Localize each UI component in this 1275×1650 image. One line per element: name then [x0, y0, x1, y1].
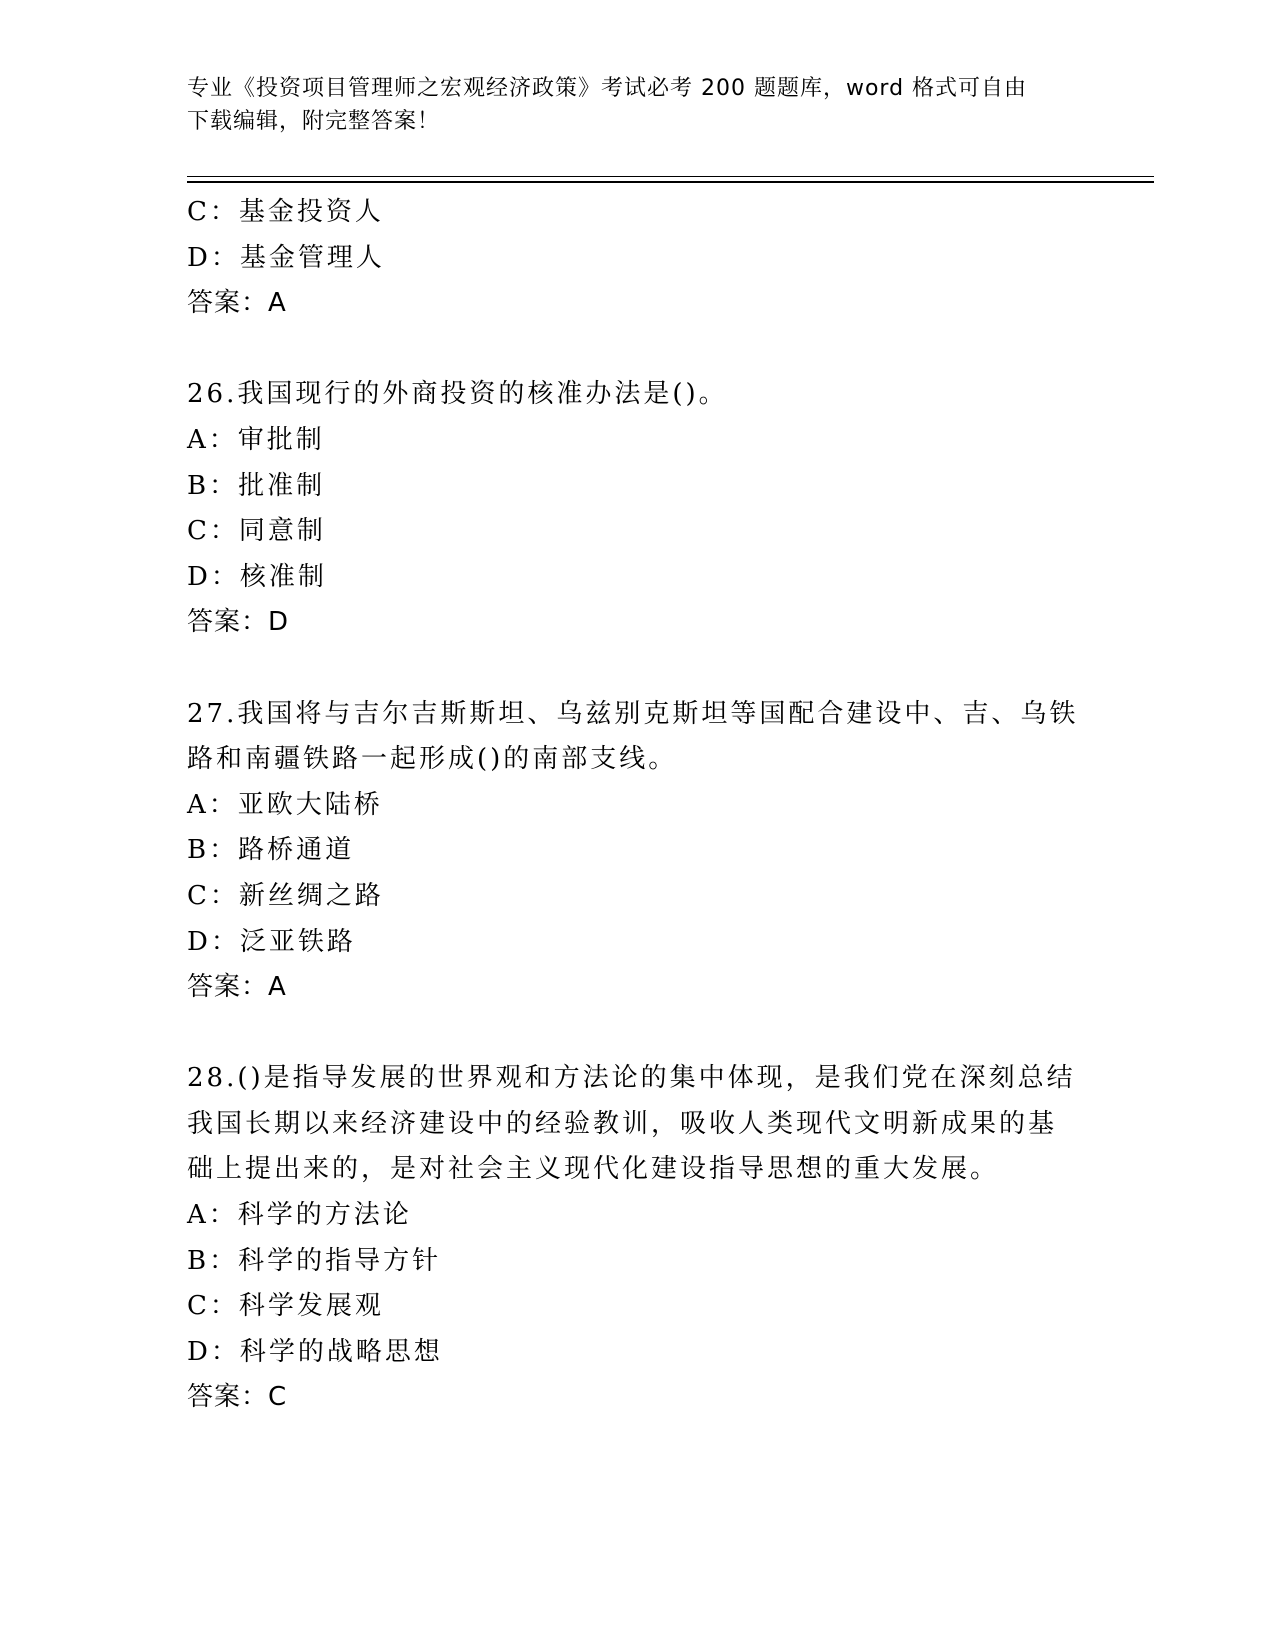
spacer [187, 1011, 1087, 1057]
option-b: B：科学的指导方针 [187, 1245, 442, 1276]
option-c: C：同意制 [187, 516, 326, 547]
question-text: 础上提出来的，是对社会主义现代化建设指导思想的重大发展。 [187, 1154, 1000, 1185]
option-a: A：亚欧大陆桥 [187, 789, 383, 820]
header-divider-thick [187, 181, 1154, 183]
option-c: C：科学发展观 [187, 1291, 384, 1322]
question-text: 27.我国将与吉尔吉斯斯坦、乌兹别克斯坦等国配合建设中、吉、乌铁 [187, 698, 1079, 729]
document-header [187, 72, 1087, 138]
spacer [187, 327, 1087, 373]
option-b: B：路桥通道 [187, 835, 355, 866]
question-text: 路和南疆铁路一起形成()的南部支线。 [187, 744, 678, 775]
question-26 [187, 372, 1087, 646]
question-27 [187, 692, 1087, 1011]
question-text: 28.()是指导发展的世界观和方法论的集中体现，是我们党在深刻总结 [187, 1063, 1076, 1094]
spacer [187, 646, 1087, 692]
option-c: C：新丝绸之路 [187, 880, 384, 911]
question-text: 我国长期以来经济建设中的经验教训，吸收人类现代文明新成果的基 [187, 1108, 1058, 1139]
option-a: A：科学的方法论 [187, 1200, 412, 1231]
question-list [187, 190, 1087, 1421]
option-d: D：泛亚铁路 [187, 926, 356, 957]
answer-line: 答案：A [187, 972, 287, 1003]
option-a: A：审批制 [187, 424, 325, 455]
header-title-line-1: 专业《投资项目管理师之宏观经济政策》考试必考 200 题题库，word 格式可自由 [187, 76, 1028, 101]
question-text: 26.我国现行的外商投资的核准办法是()。 [187, 379, 728, 410]
answer-line: 答案：C [187, 1382, 288, 1413]
option-c: C：基金投资人 [187, 197, 384, 227]
question-28 [187, 1056, 1087, 1421]
option-d: D：基金管理人 [187, 242, 385, 273]
option-b: B：批准制 [187, 470, 326, 501]
header-divider-thin [187, 176, 1154, 177]
answer-line: 答案：D [187, 607, 290, 638]
carryover-block [187, 190, 1087, 327]
option-d: D：科学的战略思想 [187, 1336, 443, 1367]
answer-line: 答案：A [187, 288, 287, 319]
header-title-line-2: 下载编辑，附完整答案！ [187, 109, 441, 134]
option-d: D：核准制 [187, 561, 327, 592]
